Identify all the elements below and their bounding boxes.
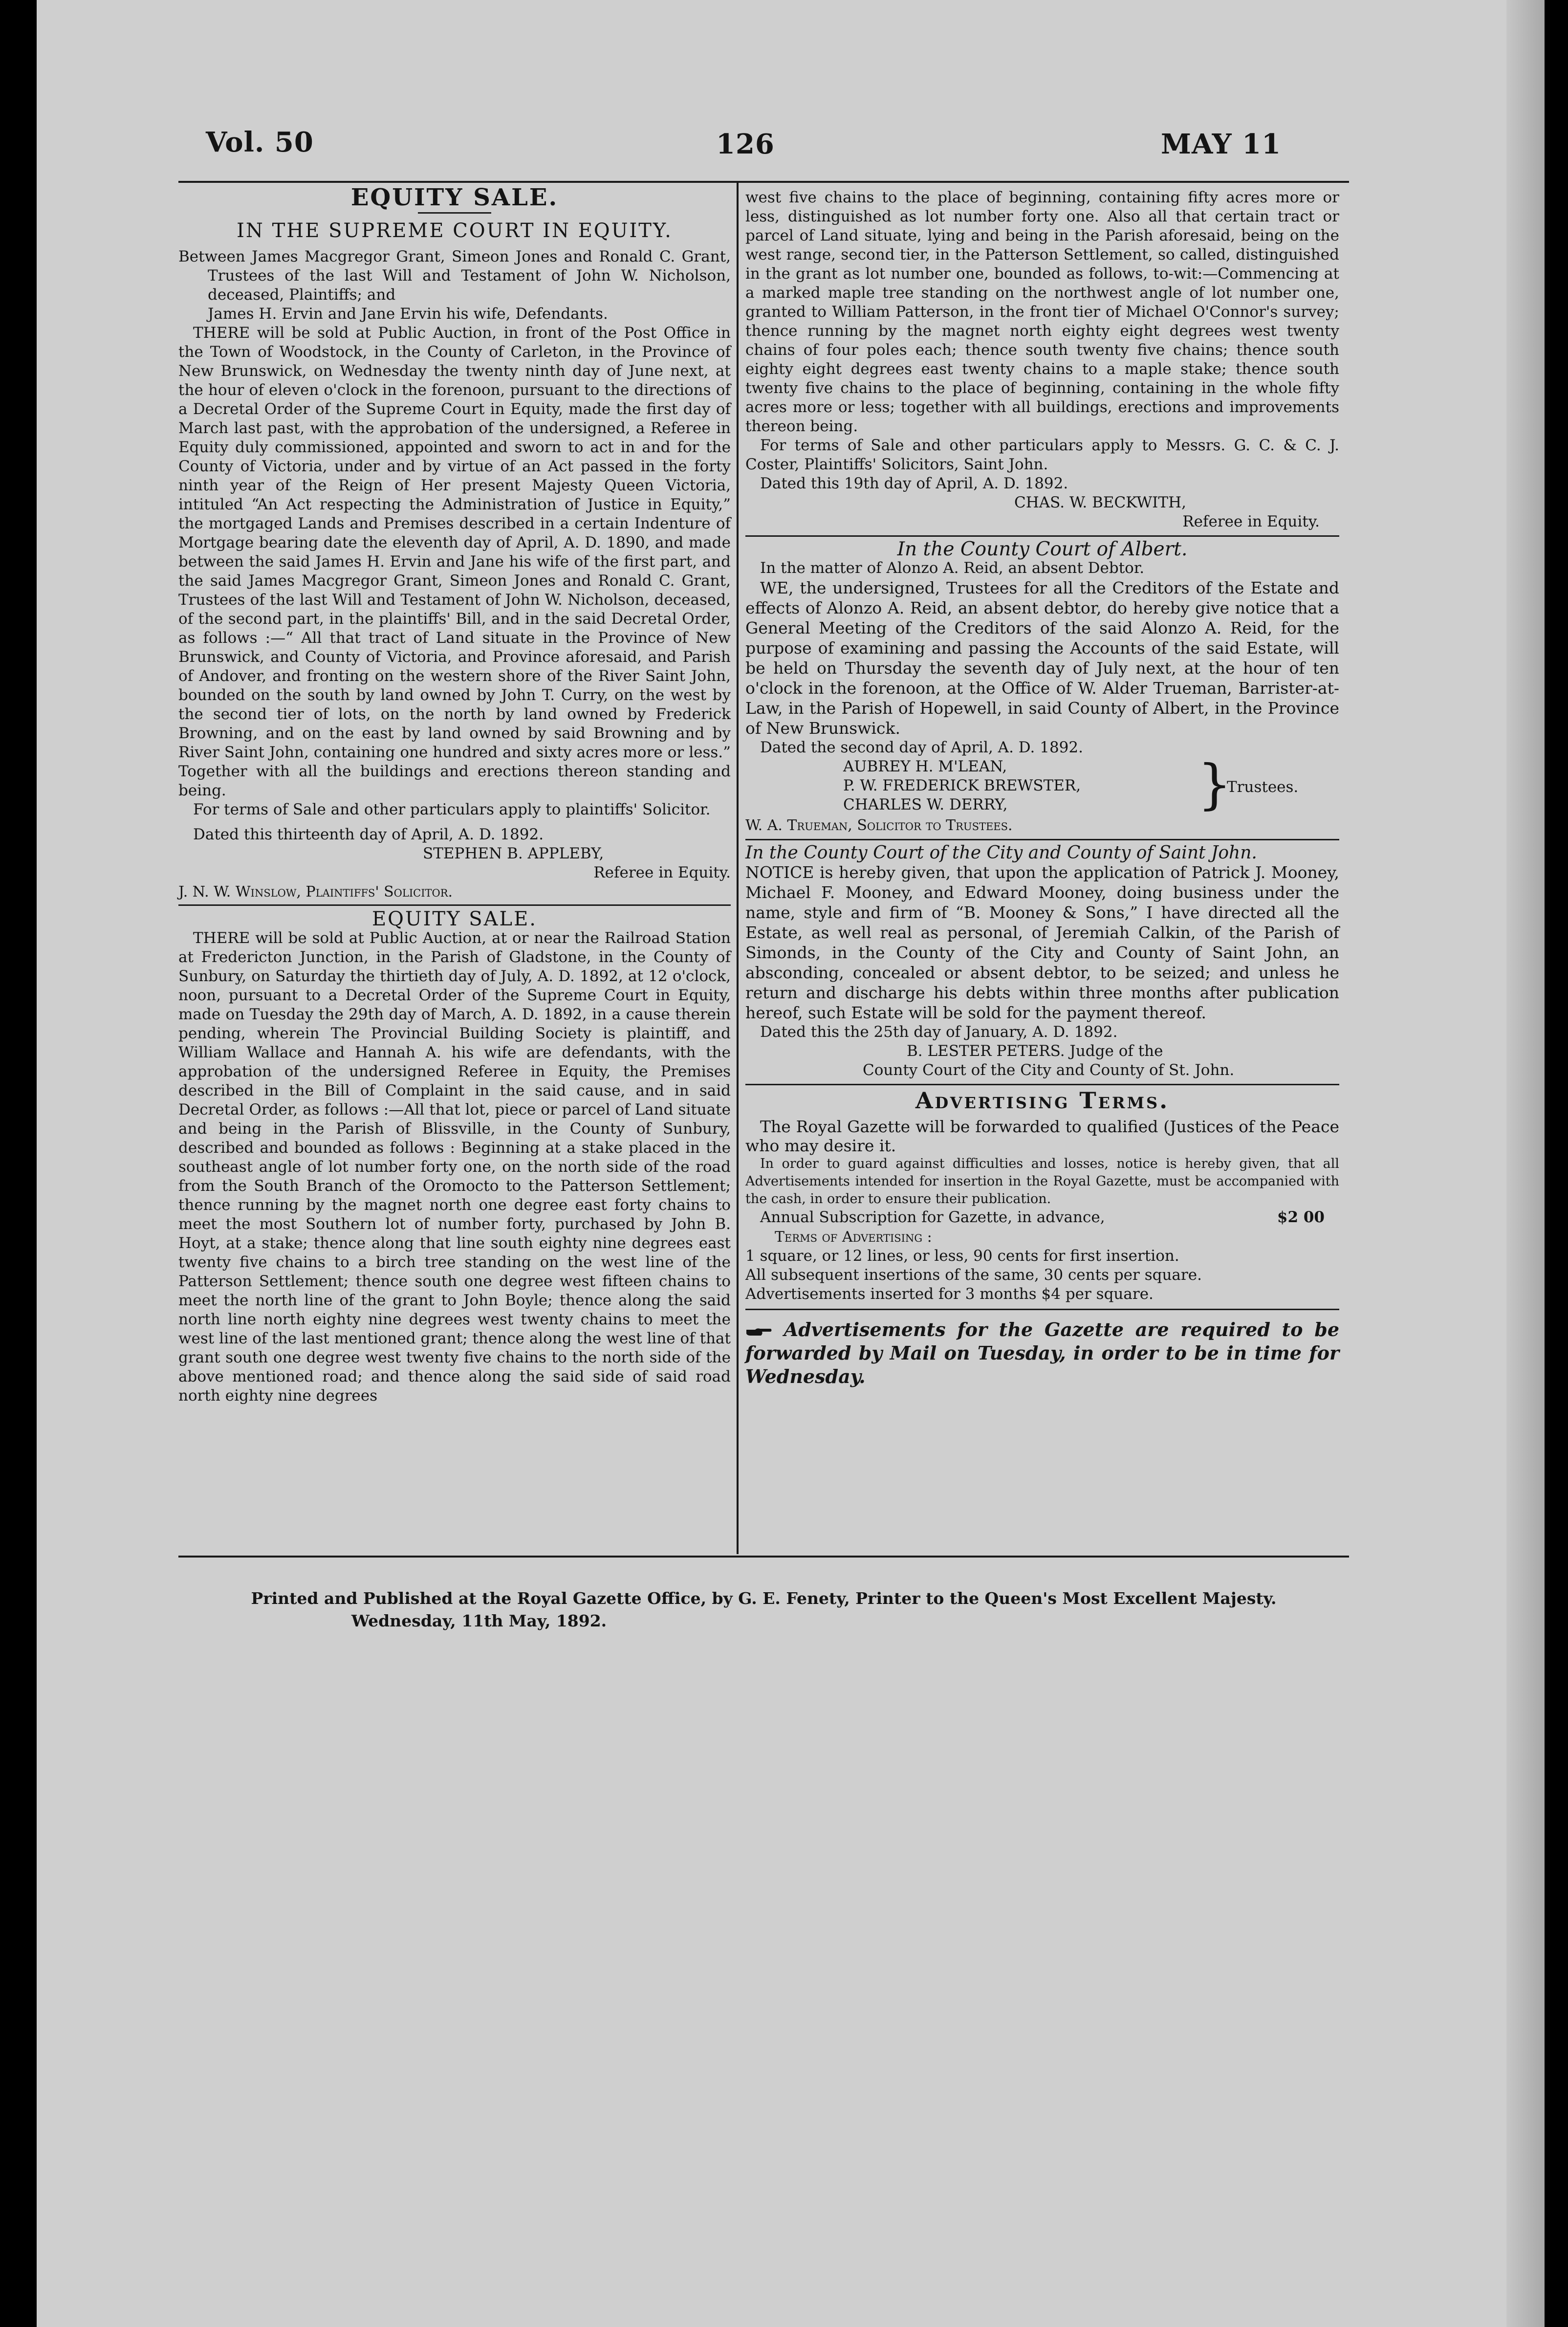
saint-john-court-heading: In the County Court of the City and County of Saint John. bbox=[745, 843, 1257, 863]
footer-rule bbox=[178, 1556, 1349, 1558]
subscription-price: $2 00 bbox=[1277, 1208, 1325, 1226]
sale2-dated: Dated this 19th day of April, A. D. 1892. bbox=[760, 475, 1068, 492]
terms-heading: Terms of Advertising : bbox=[775, 1229, 932, 1246]
subscription-row bbox=[745, 1208, 1339, 1228]
saint-john-dated: Dated this the 25th day of January, A. D. 1892. bbox=[760, 1023, 1118, 1041]
issue-date: MAY 11 bbox=[1161, 128, 1282, 160]
section-rule bbox=[745, 839, 1339, 840]
albert-dated: Dated the second day of April, A. D. 1892. bbox=[760, 739, 1083, 756]
term-1: 1 square, or 12 lines, or less, 90 cents for first insertion. bbox=[745, 1247, 1179, 1265]
brace: } bbox=[1198, 753, 1232, 815]
section-rule bbox=[178, 904, 731, 906]
albert-court-heading: In the County Court of Albert. bbox=[897, 538, 1188, 560]
pointing-hand-icon bbox=[745, 1326, 772, 1338]
publication-date: Wednesday, 11th May, 1892. bbox=[351, 1611, 607, 1630]
trustee-3: CHARLES W. DERRY, bbox=[843, 796, 1008, 813]
printer-imprint: Printed and Published at the Royal Gazette Office, by G. E. Fenety, Printer to the Queen's Most Excellent Majesty. bbox=[251, 1589, 1277, 1608]
right-column bbox=[745, 188, 1339, 1388]
sale-dated: Dated this thirteenth day of April, A. D. 1892. bbox=[193, 826, 544, 843]
term-2: All subsequent insertions of the same, 30 cents per square. bbox=[745, 1266, 1202, 1284]
gazette-page bbox=[37, 0, 1545, 2327]
advertising-para-2: In order to guard against difficulties and losses, notice is hereby given, that all Advertisements intended for insertion in the Royal Gazette, must be accompanied with the cash, in order to ensure their publication. bbox=[745, 1156, 1339, 1207]
column-divider bbox=[737, 183, 739, 1554]
plaintiffs-solicitor: J. N. W. Winslow, Plaintiffs' Solicitor. bbox=[178, 883, 453, 900]
referee-name: STEPHEN B. APPLEBY, bbox=[423, 845, 604, 862]
judge-name: B. LESTER PETERS. Judge of the bbox=[907, 1042, 1163, 1060]
sale2-referee: CHAS. W. BECKWITH, bbox=[1014, 494, 1186, 511]
sale2-terms: For terms of Sale and other particulars apply to Messrs. G. C. & C. J. Coster, Plaintiffs' Solicitors, Saint John. bbox=[745, 437, 1339, 473]
mail-notice-text: Advertisements for the Gazette are required to be forwarded by Mail on Tuesday, in order to be in time for Wednesday. bbox=[745, 1318, 1340, 1387]
page-edge bbox=[1506, 0, 1545, 2327]
title-underline bbox=[418, 212, 491, 214]
sale2-continuation: west five chains to the place of beginning, containing fifty acres more or less, distinguished as lot number forty one. Also all that certain tract or parcel of Land situate, lying and being in the Parish aforesaid, being on the west range, second tier, in the Patterson Settlement, so called, distinguished in the grant as lot number one, bounded as follows, to-wit:—Commencing at a marked maple tree standing on the northwest angle of lot number one, granted to William Patterson, in the front tier of Michael O'Connor's survey; thence running by the magnet north eighty eight degrees west twenty chains of four poles each; thence south twenty five chains; thence south eighty eight degrees east twenty chains to a maple stake; thence south twenty five chains to the place of beginning, containing in the whole fifty acres more or less; together with all buildings, erections and improvements thereon being. bbox=[745, 189, 1339, 435]
parties-defendants: James H. Ervin and Jane Ervin his wife, Defendants. bbox=[208, 305, 608, 323]
judge-title: County Court of the City and County of St. John. bbox=[863, 1061, 1235, 1079]
trustees-label: Trustees. bbox=[1227, 778, 1299, 796]
trustees-block bbox=[745, 753, 1339, 816]
section-rule bbox=[745, 1084, 1339, 1085]
parties-plaintiffs: Between James Macgregor Grant, Simeon Jones and Ronald C. Grant, Trustees of the last Will and Testament of John W. Nicholson, deceased, Plaintiffs; and bbox=[178, 248, 731, 304]
header-rule bbox=[178, 181, 1349, 183]
trustees-solicitor: W. A. Trueman, Solicitor to Trustees. bbox=[745, 817, 1013, 834]
subscription-label: Annual Subscription for Gazette, in advance, bbox=[760, 1208, 1105, 1226]
trustee-1: AUBREY H. M'LEAN, bbox=[843, 758, 1007, 775]
sale2-notice-body: THERE will be sold at Public Auction, at or near the Railroad Station at Fredericton Junction, in the Parish of Gladstone, in the County of Sunbury, on Saturday the thirtieth day of July, A. D. 1892, at 12 o'clock, noon, pursuant to a Decretal Order of the Supreme Court in Equity, made on Tuesday the 29th day of March, A. D. 1892, in a cause therein pending, wherein The Provincial Building Society is plaintiff, and William Wallace and Hannah A. his wife are defendants, with the approbation of the undersigned Referee in Equity, the Premises described in the Bill of Complaint in the said cause, and in said Decretal Order, as follows :—All that lot, piece or parcel of Land situate and being in the Parish of Blissville, in the County of Sunbury, described and bounded as follows : Beginning at a stake placed in the southeast angle of lot number forty one, on the north side of the road from the South Branch of the Oromocto to the Patterson Settlement; thence running by the magnet north one degree east forty chains to meet the most Southern lot of number forty, purchased by John B. Hoyt, at a stake; thence along that line south eighty nine degrees east twenty five chains to a birch tree standing on the west line of the Patterson Settlement; thence south one degree west fifteen chains to meet the north line of the grant to John Boyle; thence along the said north line north eighty nine degrees west twenty chains to meet the west line of the last mentioned grant; thence along the west line of that grant south one degree west twenty five chains to the north side of the above mentioned road; and thence along the said side of said road north eighty nine degrees bbox=[178, 929, 731, 1405]
saint-john-notice-body: NOTICE is hereby given, that upon the application of Patrick J. Mooney, Michael F. Mooney, and Edward Mooney, doing business under the name, style and firm of “B. Mooney & Sons,” I have directed all the Estate, as well real as personal, of Jeremiah Calkin, of the Parish of Simonds, in the County of the City and County of Saint John, an absconding, concealed or absent debtor, to be seized; and unless he return and discharge his debts within three months after publication hereof, such Estate will be sold for the payment thereof. bbox=[745, 863, 1339, 1022]
sale2-referee-title: Referee in Equity. bbox=[1182, 513, 1320, 530]
advertising-para-1: The Royal Gazette will be forwarded to qualified (Justices of the Peace who may desire it. bbox=[745, 1117, 1339, 1155]
volume-label: Vol. 50 bbox=[206, 126, 314, 158]
trustee-2: P. W. FREDERICK BREWSTER, bbox=[843, 777, 1081, 794]
advertising-terms-title: Advertising Terms. bbox=[915, 1087, 1170, 1114]
sale-terms: For terms of Sale and other particulars apply to plaintiffs' Solicitor. bbox=[193, 801, 711, 818]
sale-notice-body: THERE will be sold at Public Auction, in front of the Post Office in the Town of Woodstock, in the County of Carleton, in the Province of New Brunswick, on Wednesday the twenty ninth day of June next, at the hour of eleven o'clock in the forenoon, pursuant to the directions of a Decretal Order of the Supreme Court in Equity, made the first day of March last past, with the approbation of the undersigned, a Referee in Equity duly commissioned, appointed and sworn to act in and for the County of Victoria, under and by virtue of an Act passed in the forty ninth year of the Reign of Her present Majesty Queen Victoria, intituled “An Act respecting the Administration of Justice in Equity,” the mortgaged Lands and Premises described in a certain Indenture of Mortgage bearing date the eleventh day of April, A. D. 1890, and made between the said James H. Ervin and Jane his wife of the first part, and the said James Macgregor Grant, Simeon Jones and Ronald C. Grant, Trustees of the last Will and Testament of John W. Nicholson, deceased, of the second part, in the plaintiffs' Bill, and in the said Decretal Order, as follows :—“ All that tract of Land situate in the Province of New Brunswick, and County of Victoria, and Province aforesaid, and Parish of Andover, and fronting on the western shore of the River Saint John, bounded on the south by land owned by John T. Curry, on the west by the second tier of lots, on the north by land owned by Frederick Browning, and on the east by land owned by said Browning and by River Saint John, containing one hundred and sixty acres more or less.” Together with all the buildings and erections thereon standing and being. bbox=[178, 324, 731, 799]
section-rule bbox=[745, 1309, 1339, 1310]
equity-sale-title: EQUITY SALE. bbox=[350, 184, 559, 211]
term-3: Advertisements inserted for 3 months $4 per square. bbox=[745, 1285, 1154, 1303]
albert-notice-body: WE, the undersigned, Trustees for all the Creditors of the Estate and effects of Alonzo A. Reid, an absent debtor, do hereby give notice that a General Meeting of the Creditors of the said Alonzo A. Reid, for the purpose of examining and passing the Accounts of the said Estate, will be held on Thursday the seventh day of July next, at the hour of ten o'clock in the forenoon, at the Office of W. Alder Trueman, Barrister-at-Law, in the Parish of Hopewell, in said County of Albert, in the Province of New Brunswick. bbox=[745, 578, 1339, 738]
page-number: 126 bbox=[716, 128, 775, 160]
left-column bbox=[178, 184, 731, 1405]
supreme-court-heading: IN THE SUPREME COURT IN EQUITY. bbox=[237, 220, 673, 242]
section-rule bbox=[745, 535, 1339, 537]
equity-sale-title-2: EQUITY SALE. bbox=[371, 908, 538, 930]
referee-title: Referee in Equity. bbox=[593, 864, 731, 881]
mail-notice bbox=[745, 1318, 1339, 1388]
albert-matter: In the matter of Alonzo A. Reid, an absent Debtor. bbox=[760, 559, 1145, 577]
